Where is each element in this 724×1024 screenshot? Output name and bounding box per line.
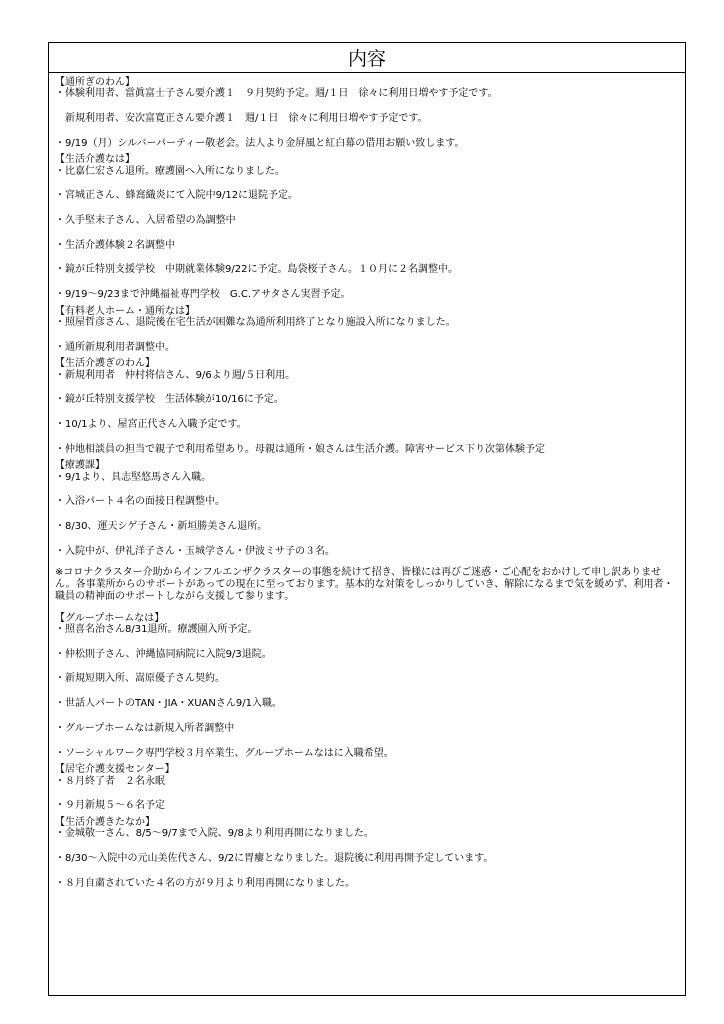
list-item: ・金城敬一さん、8/5～9/7まで入院、9/8より利用再開になりました。 — [55, 828, 374, 840]
list-item: ・９月新規５～６名予定 — [55, 800, 165, 812]
section-seikatsu-kitanaka — [55, 817, 679, 889]
section-heading: 【生活介護ぎのわん】 — [55, 358, 155, 370]
list-item: ・仲松則子さん、沖縄協同病院に入院9/3退院。 — [55, 648, 272, 660]
list-item: ・9/19（月）シルバーパーティー敬老会。法人より金屏風と紅白幕の借用お願い致します。 — [55, 137, 465, 149]
list-item: ・入院中が、伊礼洋子さん・玉城学さん・伊波ミサ子の３名。 — [55, 545, 335, 557]
list-item: ・グループホームなは新規入所者調整中 — [55, 722, 235, 734]
list-item: ・通所新規利用者調整中。 — [55, 341, 175, 353]
list-item: ・新規利用者 仲村将信さん、9/6より週/５日利用。 — [55, 369, 296, 381]
list-item: ・照喜名治さん8/31退所。療護園入所予定。 — [55, 624, 258, 636]
page-title: 内容 — [49, 43, 685, 73]
list-item: ・体験利用者、當眞富士子さん要介護１ ９月契約予定。週/１日 徐々に利用日増やす予定です。 — [55, 88, 498, 100]
section-yuryo-rojin-home — [55, 306, 679, 353]
list-item: ・9/1より、具志堅悠馬さん入職。 — [55, 471, 212, 483]
section-seikatsu-naha — [55, 154, 679, 300]
section-seikatsu-ginowan — [55, 358, 679, 455]
section-kyotaku-shien — [55, 764, 679, 811]
list-item: ・8/30、運天シゲ子さん・新垣勝美さん退所。 — [55, 520, 268, 532]
list-item: ・鏡が丘特別支援学校 生活体験が10/16に予定。 — [55, 394, 284, 406]
section-group-home-naha — [55, 613, 679, 759]
section-heading: 【有料老人ホーム・通所なは】 — [55, 305, 195, 317]
list-item: ・入浴パート４名の面接日程調整中。 — [55, 496, 225, 508]
list-item: ・比嘉仁宏さん退所。療護園へ入所になりました。 — [55, 165, 285, 177]
list-item: ・9/19～9/23まで沖縄福祉専門学校 G.C.アサタさん実習予定。 — [55, 289, 351, 301]
section-heading: 【生活介護なは】 — [55, 154, 135, 166]
list-item: 新規利用者、安次富寛正さん要介護１ 週/１日 徐々に利用日増やす予定です。 — [55, 112, 428, 124]
list-item: ・新規短期入所、嵩原優子さん契約。 — [55, 673, 225, 685]
content-body — [49, 73, 685, 889]
notice-paragraph: ※コロナクラスター介助からインフルエンザクラスターの事態を続けて招き、皆様には再びご迷惑・ご心配をおかけして申し訳ありません。各事業所からのサポートがあっての現在に至っております。基本的な対策をしっかりしていき、解除になるまで気を緩めず、利用者・職員の精神面のサポートしながら支援して参ります。 — [55, 566, 674, 602]
list-item: ・８月終了者 ２名永眠 — [55, 775, 165, 787]
list-item: ・宮城正さん、蜂窩織炎にて入院中9/12に退院予定。 — [55, 190, 299, 202]
document-frame — [48, 42, 686, 996]
section-heading: 【生活介護きたなか】 — [55, 816, 155, 828]
list-item: ・久手堅末子さん、入居希望の為調整中 — [55, 214, 236, 226]
list-item: ・ソーシャルワーク専門学校３月卒業生、グループホームなはに入職希望。 — [55, 747, 394, 759]
list-item: ・照屋哲彦さん、退院後在宅生活が困難な為通所利用終了となり施設入所になりました。 — [55, 316, 456, 328]
section-heading: 【居宅介護支援センター】 — [55, 764, 175, 776]
list-item: ・鏡が丘特別支援学校 中期就業体験9/22に予定。島袋桜子さん。１０月に２名調整中。 — [55, 264, 459, 276]
list-item: ・仲地相談員の担当で親子で利用希望あり。母親は通所・娘さんは生活介護。障害サービス下り次第体験予定 — [55, 443, 545, 455]
section-heading: 【通所ぎのわん】 — [55, 77, 135, 88]
section-ryogoka — [55, 460, 679, 603]
section-heading: 【療護課】 — [55, 460, 105, 472]
section-tsusho-ginowan — [55, 77, 679, 149]
list-item: ・世話人パートのTAN・JIA・XUANさん9/1入職。 — [55, 698, 282, 710]
list-item: ・10/1より、屋宮正代さん入職予定です。 — [55, 418, 247, 430]
list-item: ・生活介護体験２名調整中 — [55, 239, 175, 251]
list-item: ・８月自粛されていた４名の方が９月より利用再開になりました。 — [55, 877, 355, 889]
section-heading: 【グループホームなは】 — [55, 612, 165, 624]
list-item: ・8/30～入院中の元山美佐代さん、9/2に胃瘻となりました。退院後に利用再開予定しています。 — [55, 852, 494, 864]
